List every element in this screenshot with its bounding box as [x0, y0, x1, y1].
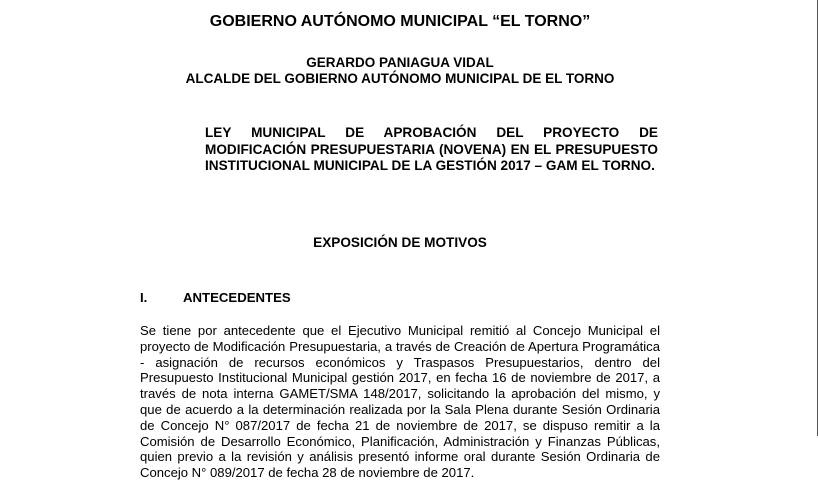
subsection-heading	[140, 290, 291, 306]
author-block	[0, 55, 818, 87]
document-header-title: GOBIERNO AUTÓNOMO MUNICIPAL “EL TORNO”	[209, 13, 591, 30]
author-name: GERARDO PANIAGUA VIDAL	[306, 55, 494, 70]
section-heading: EXPOSICIÓN DE MOTIVOS	[313, 235, 487, 250]
subsection-title: ANTECEDENTES	[183, 290, 291, 305]
body-paragraph: Se tiene por antecedente que el Ejecutivo Municipal remitió al Concejo Municipal el proyecto de Modificación Presupuestaria, a través de Creación de Apertura Programática - asignación de recursos económicos y Traspasos Presupuestarios, dentro del Presupuesto Institucional Municipal gestión 2017, en fecha 16 de noviembre de 2017, a través de nota interna GAMET/SMA 148/2017, solicitando la aprobación del mismo, y que de acuerdo a la determinación realizada por la Sala Plena durante Sesión Ordinaria de Concejo N° 087/2017 de fecha 21 de noviembre de 2017, se dispuso remitir a la Comisión de Desarrollo Económico, Planificación, Administración y Finanzas Públicas, quien previo a la revisión y análisis presentó informe oral durante Sesión Ordinaria de Concejo N° 089/2017 de fecha 28 de noviembre de 2017.	[140, 323, 660, 481]
author-role: ALCALDE DEL GOBIERNO AUTÓNOMO MUNICIPAL DE EL TORNO	[185, 71, 615, 86]
subsection-number: I.	[140, 290, 148, 305]
law-title: LEY MUNICIPAL DE APROBACIÓN DEL PROYECTO DE MODIFICACIÓN PRESUPUESTARIA (NOVENA) EN EL PRESUPUESTO INSTITUCIONAL MUNICIPAL DE LA GESTIÓN 2017 – GAM EL TORNO.	[205, 125, 658, 173]
